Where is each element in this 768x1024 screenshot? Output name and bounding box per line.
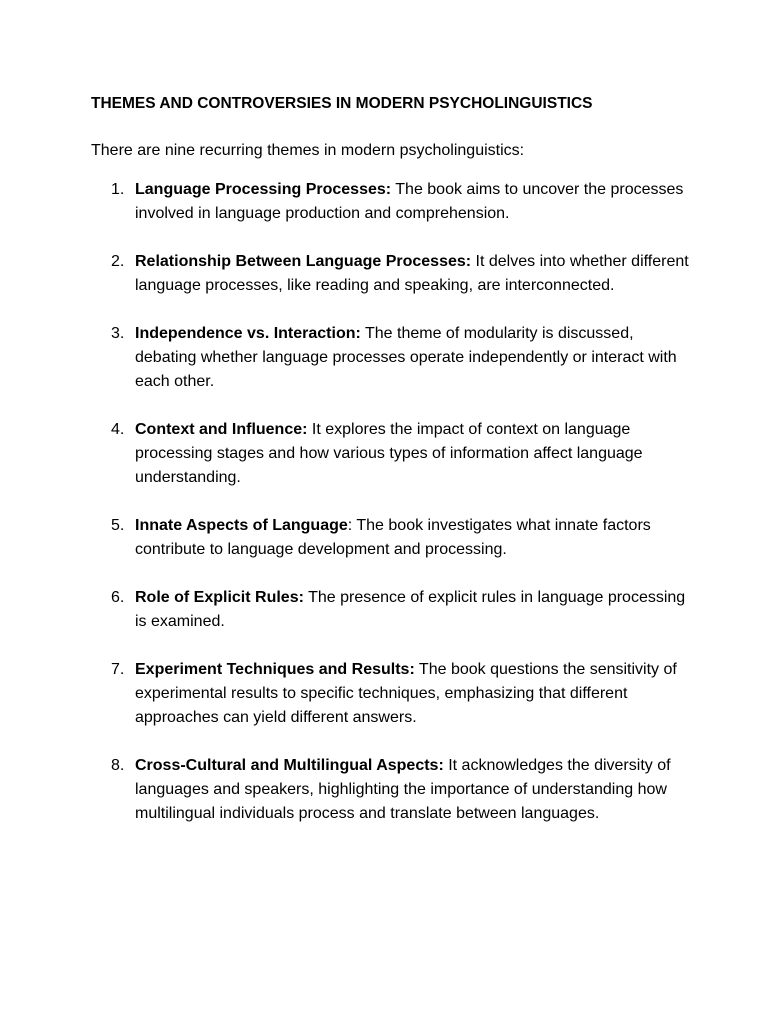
list-item-number: 1. <box>111 181 125 198</box>
list-item-number: 4. <box>111 421 125 438</box>
document-page <box>91 93 691 826</box>
list-item-body <box>135 253 689 294</box>
list-item-body <box>135 661 677 726</box>
list-item-body <box>135 421 643 486</box>
list-item <box>91 178 691 226</box>
list-item-body <box>135 517 651 558</box>
list-item-body <box>135 757 671 822</box>
list-item-number: 7. <box>111 661 125 678</box>
list-item-body <box>135 325 677 390</box>
theme-description: The book questions the sensitivity of experimental results to specific techniques, emphasizing that different approaches can yield different answers. <box>135 661 677 726</box>
theme-term: Context and Influence: <box>135 421 308 438</box>
theme-term: Cross-Cultural and Multilingual Aspects: <box>135 757 444 774</box>
list-item-number: 8. <box>111 757 125 774</box>
theme-term: Experiment Techniques and Results: <box>135 661 415 678</box>
list-item <box>91 322 691 394</box>
theme-term: Relationship Between Language Processes: <box>135 253 472 270</box>
theme-description: The presence of explicit rules in language processing is examined. <box>135 589 686 630</box>
theme-term: Language Processing Processes: <box>135 181 392 198</box>
list-item-number: 3. <box>111 325 125 342</box>
list-item-number: 2. <box>111 253 125 270</box>
theme-description: The book aims to uncover the processes involved in language production and comprehension. <box>135 181 684 222</box>
list-item <box>91 658 691 730</box>
theme-description: It delves into whether different language processes, like reading and speaking, are interconnected. <box>135 253 689 294</box>
list-item <box>91 586 691 634</box>
list-item <box>91 418 691 490</box>
list-item-number: 6. <box>111 589 125 606</box>
document-title: THEMES AND CONTROVERSIES IN MODERN PSYCHOLINGUISTICS <box>91 95 593 112</box>
intro-paragraph: There are nine recurring themes in modern psycholinguistics: <box>91 142 525 159</box>
theme-term: Innate Aspects of Language <box>135 517 348 534</box>
list-item-number: 5. <box>111 517 125 534</box>
list-item <box>91 514 691 562</box>
theme-description: It explores the impact of context on language processing stages and how various types of information affect language understanding. <box>135 421 643 486</box>
theme-term: Independence vs. Interaction: <box>135 325 361 342</box>
list-item-body <box>135 181 683 222</box>
theme-description: It acknowledges the diversity of languages and speakers, highlighting the importance of understanding how multilingual individuals process and translate between languages. <box>135 757 671 822</box>
theme-description: : The book investigates what innate factors contribute to language development and processing. <box>135 517 651 558</box>
theme-term: Role of Explicit Rules: <box>135 589 304 606</box>
themes-list <box>91 178 691 826</box>
list-item <box>91 250 691 298</box>
list-item-body <box>135 589 685 630</box>
theme-description: The theme of modularity is discussed, debating whether language processes operate independently or interact with each other. <box>135 325 677 390</box>
list-item <box>91 754 691 826</box>
